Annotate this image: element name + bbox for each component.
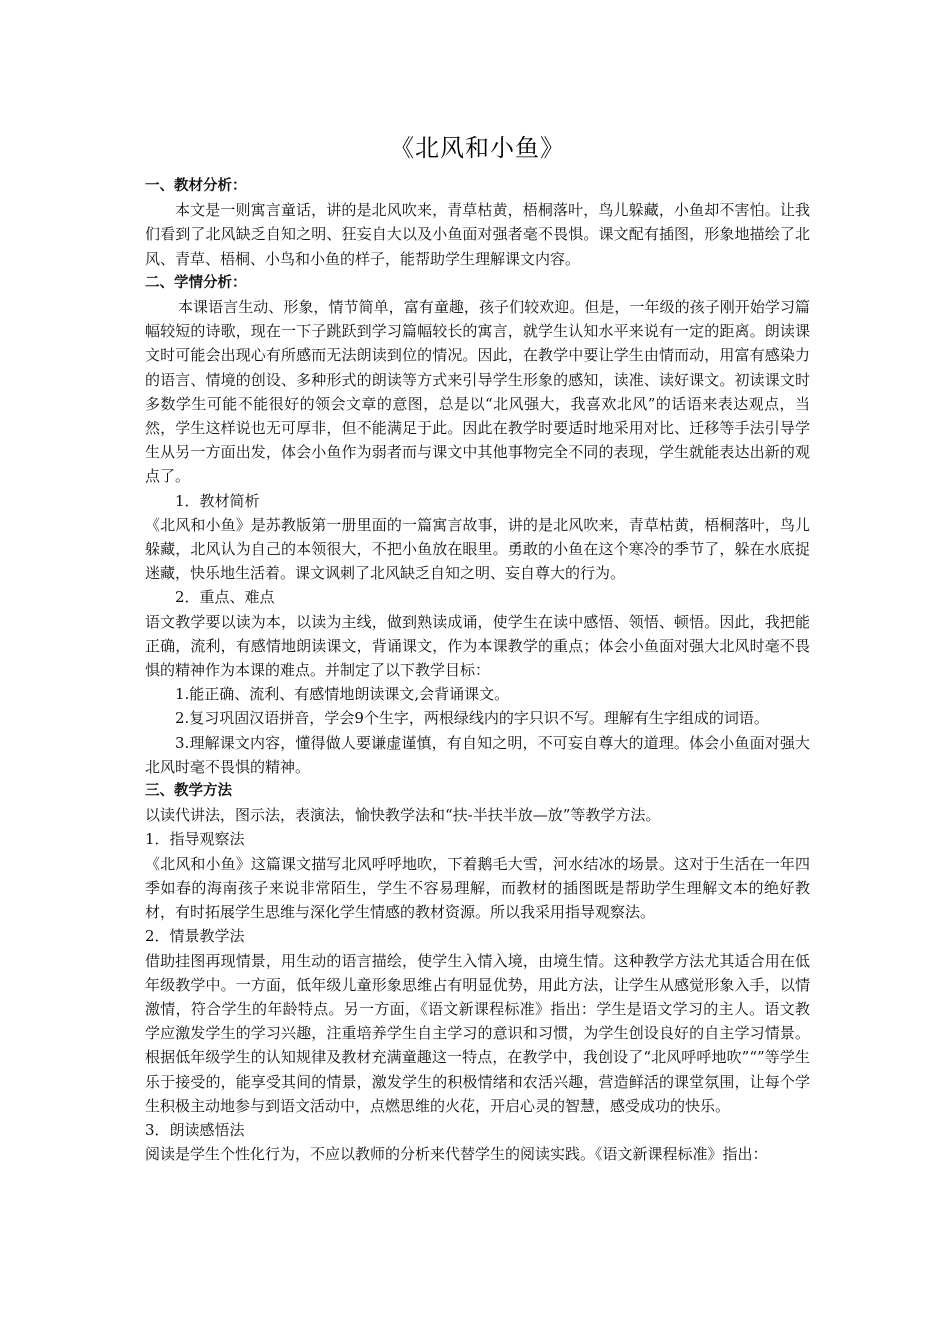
paragraph: 借助挂图再现情景，用生动的语言描绘，使学生入情入境，由境生情。这种教学方法尤其适合用在低年级教学中。一方面，低年级儿童形象思维占有明显优势，用此方法，让学生从感觉形象入手，以情激情，符合学生的年龄特点。另一方面，《语文新课程标准》指出：学生是语文学习的主人。语文教学应激发学生的学习兴趣，注重培养学生自主学习的意识和习惯，为学生创设良好的自主学习情景。根据低年级学生的认知规律及教材充满童趣这一特点，在教学中，我创设了“北风呼呼地吹”“”等学生乐于接受的，能享受其间的情景，激发学生的积极情绪和农活兴趣，营造鲜活的课堂氛围，让每个学生积极主动地参与到语文活动中，点燃思维的火花，开启心灵的智慧，感受成功的快乐。 [145, 951, 810, 1115]
goal-item: 3.理解课文内容，懂得做人要谦虚谨慎，有自知之明，不可妄自尊大的道理。体会小鱼面对强大北风时毫不畏惧的精神。 [145, 733, 810, 776]
subheading-key-points: 2．重点、难点 [175, 588, 275, 607]
section-heading-teaching-methods: 三、教学方法 [145, 783, 232, 800]
goal-item: 2.复习巩固汉语拼音，学会9个生字，两根绿线内的字只识不写。理解有生字组成的词语。 [175, 709, 769, 728]
subheading-textbook-overview: 1．教材简析 [175, 491, 260, 510]
paragraph: 以读代讲法，图示法，表演法，愉快教学法和“扶-半扶半放—放”等教学方法。 [145, 806, 661, 825]
subheading-reading-method: 3．朗读感悟法 [145, 1120, 245, 1139]
paragraph: 《北风和小鱼》这篇课文描写北风呼呼地吹，下着鹅毛大雪，河水结冰的场景。这对于生活在一年四季如春的海南孩子来说非常陌生，学生不容易理解，而教材的插图既是帮助学生理解文本的绝好教材，有时拓展学生思维与深化学生情感的教材资源。所以我采用指导观察法。 [145, 854, 810, 922]
paragraph: 本文是一则寓言童话，讲的是北风吹来，青草枯黄，梧桐落叶，鸟儿躲藏，小鱼却不害怕。让我们看到了北风缺乏自知之明、狂妄自大以及小鱼面对强者毫不畏惧。课文配有插图，形象地描绘了北风、青草、梧桐、小鸟和小鱼的样子，能帮助学生理解课文内容。 [145, 201, 810, 268]
subheading-observation-method: 1．指导观察法 [145, 830, 245, 849]
section-heading-material-analysis: 一、教材分析： [145, 178, 247, 194]
document-title: 《北风和小鱼》 [390, 134, 565, 162]
section-heading-student-analysis: 二、学情分析： [145, 274, 247, 291]
paragraph: 语文教学要以读为本，以读为主线，做到熟读成诵，使学生在读中感悟、领悟、顿悟。因此，我把能正确，流利，有感情地朗读课文，背诵课文，作为本课教学的重点；体会小鱼面对强大北风时毫不畏惧的精神作为本课的难点。并制定了以下教学目标： [145, 612, 810, 680]
paragraph: 《北风和小鱼》是苏教版第一册里面的一篇寓言故事，讲的是北风吹来，青草枯黄，梧桐落叶，鸟儿躲藏，北风认为自己的本领很大，不把小鱼放在眼里。勇敢的小鱼在这个寒冷的季节了，躲在水底捉迷藏，快乐地生活着。课文讽刺了北风缺乏自知之明、妄自尊大的行为。 [145, 515, 810, 583]
paragraph: 阅读是学生个性化行为，不应以教师的分析来代替学生的阅读实践。《语文新课程标准》指出： [145, 1145, 768, 1164]
goal-item: 1.能正确、流利、有感情地朗读课文,会背诵课文。 [175, 685, 510, 704]
subheading-situational-method: 2．情景教学法 [145, 927, 245, 946]
document-page [145, 128, 810, 1166]
paragraph: 本课语言生动、形象，情节简单，富有童趣，孩子们较欢迎。但是，一年级的孩子刚开始学习篇幅较短的诗歌，现在一下子跳跃到学习篇幅较长的寓言，就学生认知水平来说有一定的距离。朗读课文时可能会出现心有所感而无法朗读到位的情况。因此，在教学中要让学生由情而动，用富有感染力的语言、情境的创设、多种形式的朗读等方式来引导学生形象的感知，读准、读好课文。初读课文时多数学生可能不能很好的领会文章的意图，总是以“北风强大，我喜欢北风”的话语来表达观点，当然，学生这样说也无可厚非，但不能满足于此。因此在教学时要适时地采用对比、迁移等手法引导学生从另一方面出发，体会小鱼作为弱者而与课文中其他事物完全不同的表现，学生就能表达出新的观点了。 [145, 298, 810, 486]
